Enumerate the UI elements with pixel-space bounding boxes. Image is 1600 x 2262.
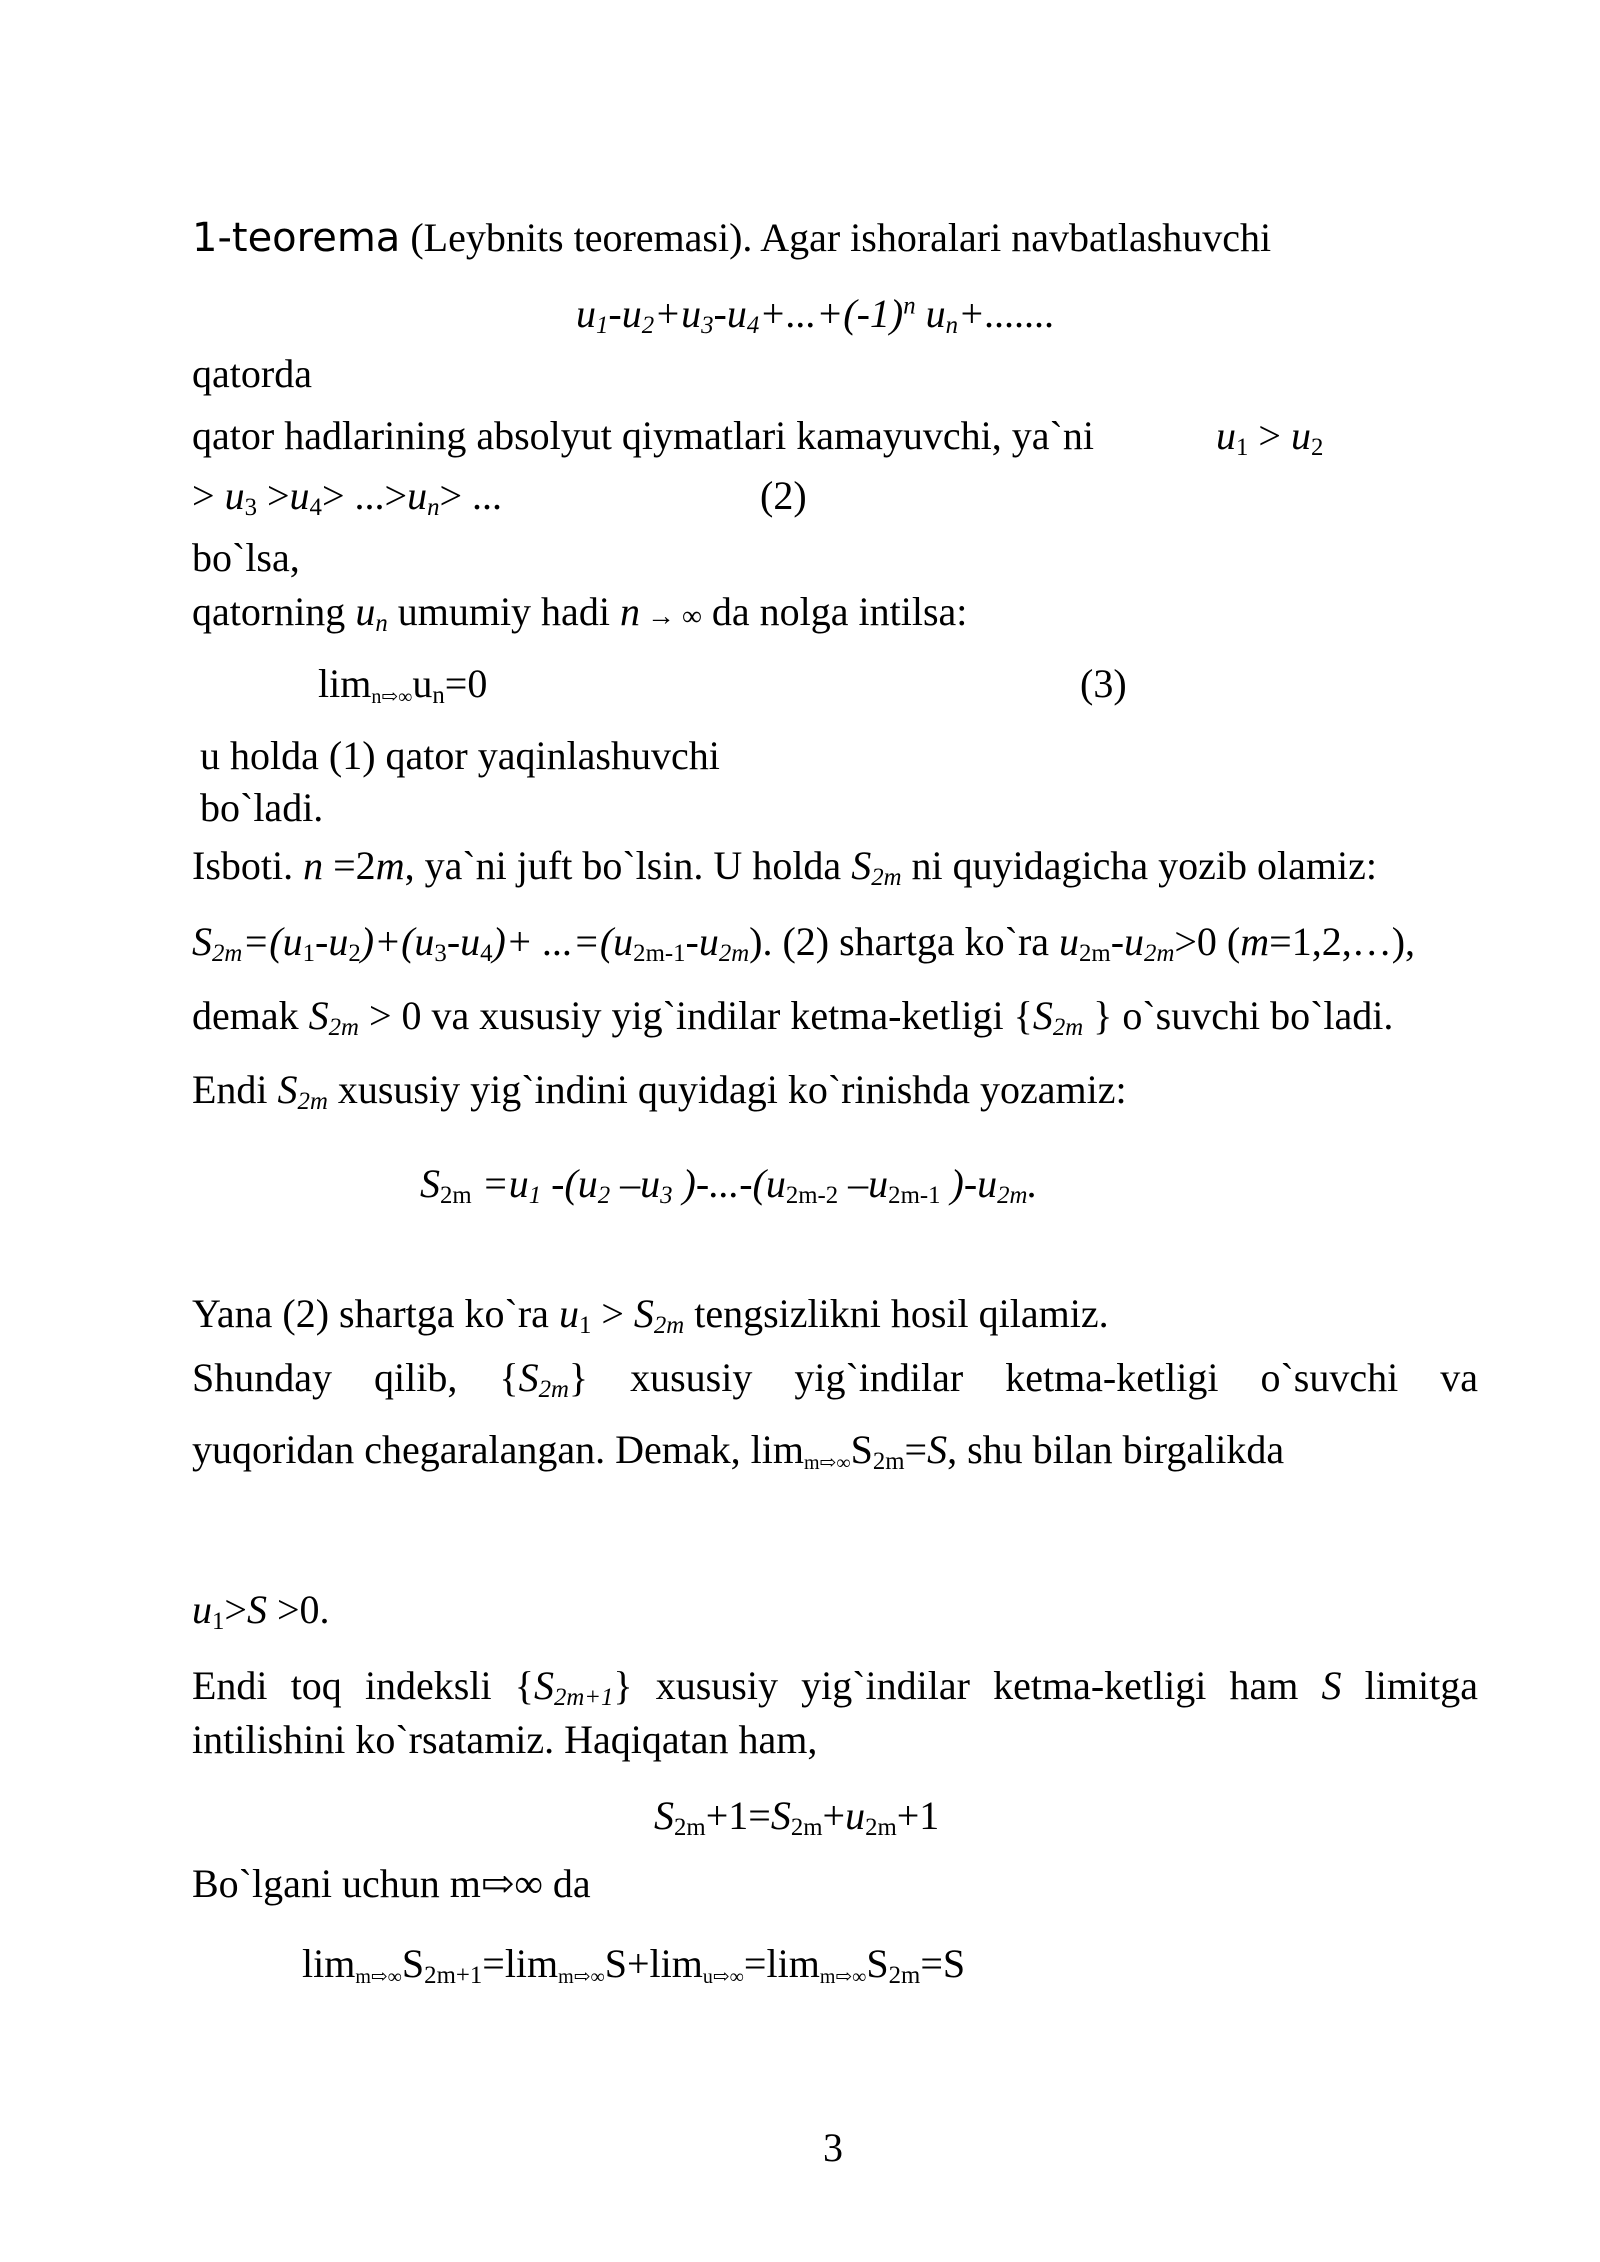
formula-s2m-plus-1: $S_{2m}+1=S_{2m}+u_{2m}+1$	[654, 1793, 940, 1842]
proof-line-1: Isboti. n =2m, ya`ni juft bo`lsin. U holda $S_{2m}$ ni quyidagicha yozib olamiz:	[192, 843, 1377, 892]
proof-line-yuqoridan: yuqoridan chegaralangan. Demak, $\lim m⇨\infty S_{2m}=S$, shu bilan birgalikda	[192, 1427, 1285, 1476]
inequality-u1-u2: $u_1 > u_2$	[1216, 413, 1324, 462]
text-bolgani: Bo`lgani uchun m⇨∞ da	[192, 1861, 591, 1906]
text-qatorning: qatorning $u_n$ umumiy hadi n → ∞ da nolga intilsa:	[192, 589, 968, 638]
limit-formula-final: $\lim m⇨\infty S_{2m+1}=\lim m⇨\infty S+\lim u⇨\infty=\lim m⇨\infty S_{2m}=S$	[302, 1941, 966, 1990]
proof-line-2: $S_{2m}=(u_1-u_2)+(u_3-u_4)+ ...=(u_{2m-1}-u_{2m})$. (2) shartga ko`ra $u_{2m}-u_{2m}>0$ (m=1,2,…),	[192, 919, 1416, 968]
formula-s2m-expansion: $S_{2m} =u_1$ $-(u_2$ $-u_3$ )$-...-(u_{2m-2}$ $-u_{2m-1}$ )$-u_{2m}$.	[420, 1161, 1038, 1210]
theorem-label: 1-teorema	[192, 215, 401, 261]
page-number: 3	[823, 2125, 843, 2170]
equation-number-2: (2)	[760, 473, 807, 518]
text-boladi: bo`ladi.	[200, 785, 324, 830]
text-qatorda: qatorda	[192, 351, 312, 396]
proof-line-3: demak $S_{2m} > 0$ va xususiy yig`indilar ketma-ketligi {$S_{2m}$ } o`suvchi bo`ladi.	[192, 993, 1394, 1042]
text-uholda: u holda (1) qator yaqinlashuvchi	[200, 733, 720, 778]
proof-line-shunday: Shunday qilib, $\{S_{2m}\}$ xususiy yig`indilar ketma-ketligi o`suvchi va	[192, 1355, 1478, 1404]
theorem-title: (Leybnits teoremasi). Agar ishoralari navbatlashuvchi	[400, 215, 1272, 260]
proof-line-yana: Yana (2) shartga ko`ra $u_1 > S_{2m}$ tengsizlikni hosil qilamiz.	[192, 1291, 1109, 1340]
limit-formula-3: $\lim n⇨\infty u_n=0$	[318, 661, 488, 710]
inequality-u1-S: $u_1>S >0$.	[192, 1587, 330, 1636]
proof-line-intilishini: intilishini ko`rsatamiz. Haqiqatan ham,	[192, 1717, 818, 1762]
proof-line-4: Endi $S_{2m}$ xususiy yig`indini quyidagi ko`rinishda yozamiz:	[192, 1067, 1127, 1116]
proof-line-toq: Endi toq indeksli $\{S_{2m+1}\}$ xususiy yig`indilar ketma-ketligi ham S limitga	[192, 1663, 1478, 1712]
equation-number-3: (3)	[1080, 661, 1127, 706]
text-hadlar: qator hadlarining absolyut qiymatlari kamayuvchi, ya`ni	[192, 413, 1094, 458]
series-formula: $u_1-u_2+u_3-u_4+...+(-1)^n$ $u_n+$.......	[576, 291, 1056, 340]
theorem-heading	[192, 214, 1271, 262]
inequality-chain: > $u_3 >u_4> ...>u_n>$ ...	[192, 473, 503, 522]
text-bolsa: bo`lsa,	[192, 535, 300, 580]
